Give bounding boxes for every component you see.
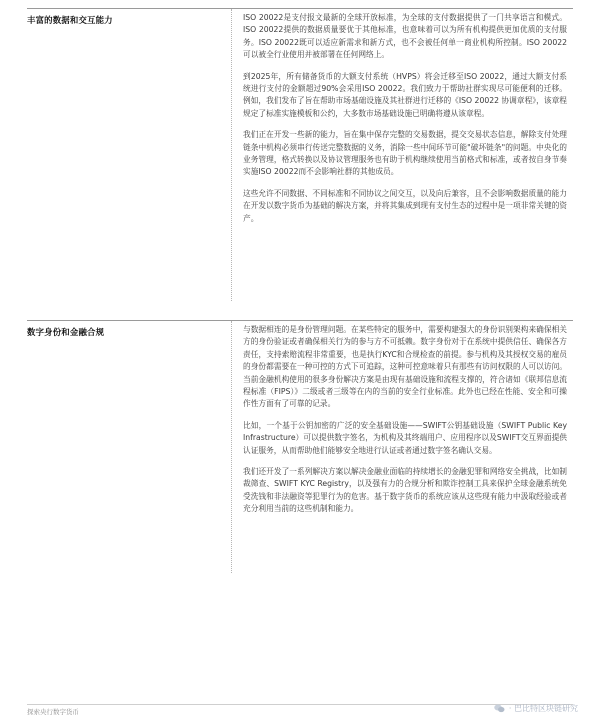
section-digital-identity — [27, 320, 573, 573]
paragraph: 比如，一个基于公钥加密的广泛的安全基础设施——SWIFT公钥基础设施（SWIFT Public Key Infrastructure）可以提供数字签名，为机构及其终端用户、应用程序以及SWIFT交互界面提供认证服务，从而帮助他们能够安全地进行认证或者通过数字签名确认交易。 — [243, 420, 567, 455]
column-divider — [231, 321, 232, 573]
footer-text: 探索央行数字货币 — [27, 708, 79, 716]
section-title: 丰富的数据和交互能力 — [27, 15, 113, 25]
paragraph: 到2025年，所有储备货币的大额支付系统（HVPS）将会迁移至ISO 20022，通过大额支付系统进行支付的金额超过90%会采用ISO 20022。我们致力于帮助社群实现尽可能便利的迁移。例如，我们发布了旨在帮助市场基础设施及其社群进行迁移的《ISO 20022 协调章程》，该章程规定了标准实施模板和公约，大多数市场基础设施已明确将遵从该章程。 — [243, 71, 567, 118]
section-body — [243, 324, 567, 525]
paragraph: 与数据相连的是身份管理问题。在某些特定的服务中，需要构建强大的身份识别架构来确保相关方的身份验证或者确保相关行为的参与方不可抵赖。数字身份对于在系统中提供信任、确保各方责任，支持索赔流程非常重要，也是执行KYC和合规检查的前提。参与机构及其授权交易的雇员的身份都需要在一种可控的方式下可追踪，这种可控意味着只有那些有访问权限的人可以访问。当前金融机构使用的很多身份解决方案是由现有基础设施和流程支撑的，符合诸如《联邦信息流程标准（FIPS）》二级或者三级等在内的当前的安全行业标准。此外也已经在性能、安全和可操作性方面有了可靠的记录。 — [243, 325, 567, 409]
section-data-interaction — [27, 8, 573, 301]
watermark-text: · 巴比特区块链研究 — [508, 704, 578, 713]
paragraph: 这些允许不同数据、不同标准和不同协议之间交互，以及向后兼容，且不会影响数据质量的能力在开发以数字货币为基础的解决方案，并将其集成到现有支付生态的过程中是一项非常关键的资产。 — [243, 188, 567, 223]
column-divider — [231, 9, 232, 301]
section-title: 数字身份和金融合规 — [27, 327, 105, 337]
section-body — [243, 12, 567, 234]
wechat-icon — [494, 704, 505, 713]
watermark — [494, 703, 578, 714]
paragraph: 我们正在开发一些新的能力，旨在集中保存完整的交易数据，提交交易状态信息，解除支付处理链条中机构必须串行传送完整数据的义务，消除一些中间环节可能"破坏链条"的问题。中央化的业务管理，格式转换以及协议管理服务也有助于机构继续使用当前格式和标准，或者按自身节奏实施ISO 20022而不会影响社群的其他成员。 — [243, 130, 567, 177]
paragraph: ISO 20022是支付报文最新的全球开放标准，为全球的支付数据提供了一门共享语言和模式。ISO 20022提供的数据质量要优于其他标准，也意味着可以为所有机构提供更加优质的支付服务。ISO 20022既可以适应新需求和新方式，也不会被任何单一商业机构所控制。ISO 20022可以被全行业使用并被部署在任何网络上。 — [243, 13, 567, 60]
footer-divider — [27, 704, 573, 705]
paragraph: 我们还开发了一系列解决方案以解决金融业面临的持续增长的金融犯罪和网络安全挑战，比如制裁筛查、SWIFT KYC Registry，以及强有力的合规分析和欺诈控制工具来保护全球金融系统免受洗钱和非法融资等犯罪行为的危害。基于数字货币的系统应该从这些现有能力中汲取经验或者充分利用当前的这些机制和能力。 — [243, 467, 567, 514]
